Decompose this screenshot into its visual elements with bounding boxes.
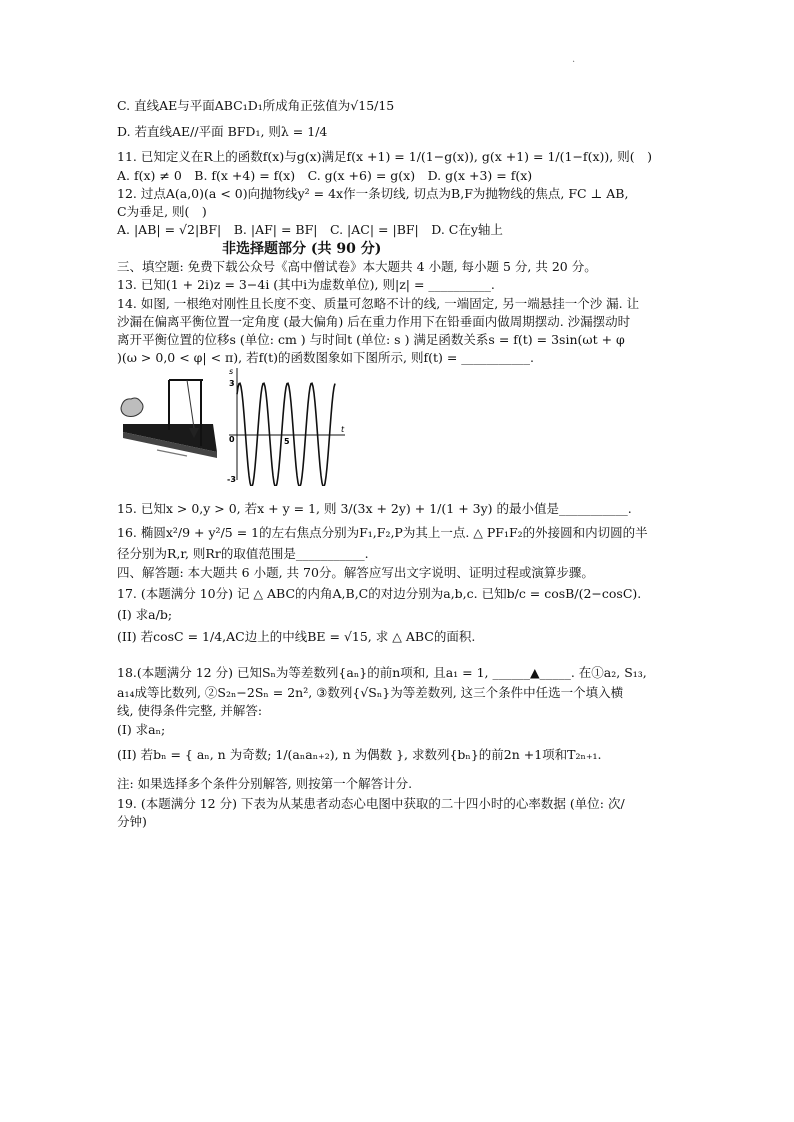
question-18-cont1: a₁₄成等比数列, ②S₂ₙ−2Sₙ = 2n², ③数列{√Sₙ}为等差数列, 这三个条件中任选一个填入横 [117,685,624,700]
question-14: 14. 如图, 一根绝对刚性且长度不变、质量可忽略不计的线, 一端固定, 另一端悬挂一个沙 漏. 让 [117,296,640,311]
question-12: 12. 过点A(a,0)(a < 0)向抛物线y² = 4x作一条切线, 切点为B,F为抛物线的焦点, FC ⊥ AB, [117,186,629,201]
fill-blank-heading: 三、填空题: 免费下载公众号《高中僧试卷》本大题共 4 小题, 每小题 5 分, 共 20 分。 [117,259,597,274]
question-14-cont3: )(ω > 0,0 < φ| < π), 若f(t)的函数图象如下图所示, 则f(t) = ___________. [117,350,534,365]
origin-label: 0 [229,435,235,444]
question-12-cont: C为垂足, 则( ) [117,204,207,219]
axis-t-label: t [341,425,345,434]
question-16-cont: 径分别为R,r, 则Rr的取值范围是___________. [117,546,369,561]
question-18: 18.(本题满分 12 分) 已知Sₙ为等差数列{aₙ}的前n项和, 且a₁ = 1, ______▲_____. 在①a₂, S₁₃, [117,665,647,680]
option-d-line: D. 若直线AE//平面 BFD₁, 则λ = 1/4 [117,124,328,139]
hand-icon [121,398,143,417]
question-12-options: A. |AB| = √2|BF| B. |AF| = BF| C. |AC| = |BF| D. C在y轴上 [117,222,503,237]
option-c-line: C. 直线AE与平面ABC₁D₁所成角正弦值为√15/15 [117,98,395,113]
question-18-note: 注: 如果选择多个条件分别解答, 则按第一个解答计分. [117,776,413,791]
question-11-options: A. f(x) ≠ 0 B. f(x +4) = f(x) C. g(x +6) = g(x) D. g(x +3) = f(x) [117,168,533,183]
question-15: 15. 已知x > 0,y > 0, 若x + y = 1, 则 3/(3x + 2y) + 1/(1 + 3y) 的最小值是___________. [117,501,632,516]
question-18-part1: (I) 求aₙ; [117,722,166,737]
question-18-cont2: 线, 使得条件完整, 并解答: [117,703,263,718]
question-19-cont: 分钟) [117,814,147,829]
answer-section-heading: 四、解答题: 本大题共 6 小题, 共 70分。解答应写出文字说明、证明过程或演算步骤。 [117,565,594,580]
question-17: 17. (本题满分 10分) 记 △ ABC的内角A,B,C的对边分别为a,b,c. 已知b/c = cosB/(2−cosC). [117,586,642,601]
question-14-cont2: 离开平衡位置的位移s (单位: cm ) 与时间t (单位: s ) 满足函数关系s = f(t) = 3sin(ωt + φ [117,332,625,347]
section-heading: 非选择题部分 (共 90 分) [222,241,382,257]
question-16: 16. 椭圆x²/9 + y²/5 = 1的左右焦点分别为F₁,F₂,P为其上一点. △ PF₁F₂的外接圆和内切圆的半 [117,525,648,540]
y-min-label: -3 [227,475,236,484]
question-11: 11. 已知定义在R上的函数f(x)与g(x)满足f(x +1) = 1/(1−g(x)), g(x +1) = 1/(1−f(x)), 则( ) [117,149,652,164]
question-17-part2: (II) 若cosC = 1/4,AC边上的中线BE = √15, 求 △ ABC的面积. [117,629,476,644]
header-mark: . [572,54,576,65]
question-17-part1: (I) 求a/b; [117,607,173,622]
axis-s-label: s [229,367,234,376]
pendulum-figure [117,366,357,486]
question-13: 13. 已知(1 + 2i)z = 3−4i (其中i为虚数单位), 则|z| = __________. [117,277,495,292]
t-mark-label: 5 [284,437,290,446]
y-max-label: 3 [229,379,235,388]
question-19: 19. (本题满分 12 分) 下表为从某患者动态心电图中获取的二十四小时的心率数据 (单位: 次/ [117,796,625,811]
question-14-cont1: 沙漏在偏离平衡位置一定角度 (最大偏角) 后在重力作用下在铅垂面内做周期摆动. 沙漏摆动时 [117,314,631,329]
question-18-part2: (II) 若bₙ = { aₙ, n 为奇数; 1/(aₙaₙ₊₂), n 为偶数 }, 求数列{bₙ}的前2n +1项和T₂ₙ₊₁. [117,747,602,762]
